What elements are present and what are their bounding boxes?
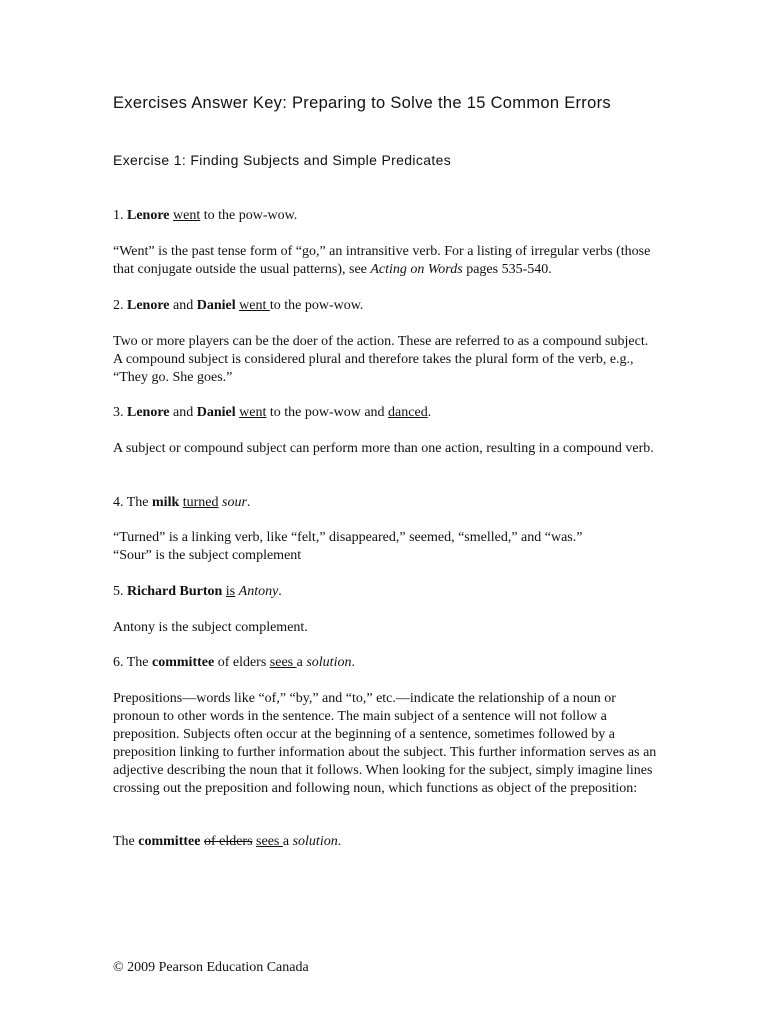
explanation-3: A subject or compound subject can perform more than one action, resulting in a compound verb. — [113, 441, 654, 456]
predicate: turned — [182, 495, 219, 510]
subject-complement: Antony — [238, 584, 279, 599]
final-example-sentence: The committee of elders sees a solution. — [113, 834, 342, 849]
object: solution — [306, 655, 352, 670]
subject: Lenore — [127, 208, 170, 223]
explanation-4: “Turned” is a linking verb, like “felt,” disappeared,” seemed, “smelled,” and “was.” “Sour” is the subject complement — [113, 530, 583, 563]
subject: Richard Burton — [127, 584, 223, 599]
predicate: went — [239, 298, 270, 313]
predicate: danced — [388, 405, 428, 420]
book-title: Acting on Words — [370, 262, 463, 277]
predicate: sees — [256, 834, 283, 849]
example-sentence-6: 6. The committee of elders sees a solution. — [113, 655, 355, 670]
example-sentence-5: 5. Richard Burton is Antony. — [113, 584, 282, 599]
struck-prepositional-phrase: of elders — [203, 834, 253, 849]
subject: Daniel — [196, 405, 236, 420]
predicate: went — [173, 208, 201, 223]
exercise-title: Exercise 1: Finding Subjects and Simple Predicates — [113, 152, 452, 168]
example-sentence-4: 4. The milk turned sour. — [113, 495, 251, 510]
subject-complement: sour — [222, 495, 247, 510]
subject: Daniel — [196, 298, 236, 313]
copyright-footer: © 2009 Pearson Education Canada — [113, 960, 309, 975]
predicate: is — [225, 584, 236, 599]
document-title: Exercises Answer Key: Preparing to Solve the 15 Common Errors — [113, 94, 611, 112]
example-sentence-2: 2. Lenore and Daniel went to the pow-wow. — [113, 298, 364, 313]
predicate: sees — [269, 655, 297, 670]
example-sentence-1: 1. Lenore went to the pow-wow. — [113, 208, 298, 223]
subject: Lenore — [127, 405, 170, 420]
explanation-6: Prepositions—words like “of,” “by,” and “to,” etc.—indicate the relationship of a noun or pronoun to other words in the sentence. The main subject of a sentence will not follow a preposition. Subjects often occur at the beginning of a sentence, sometimes followed by a preposition linking to further information about the subject. This further information serves as an adjective describing the noun that it follows. When looking for the subject, simply imagine lines crossing out the preposition and following noun, which functions as object of the preposition: — [113, 691, 657, 796]
explanation-1: “Went” is the past tense form of “go,” an intransitive verb. For a listing of irregular verbs (those that conjugate outside the usual patterns), see Acting on Words pages 535-540. — [113, 244, 651, 277]
subject: Lenore — [127, 298, 170, 313]
subject: milk — [152, 495, 180, 510]
predicate: went — [239, 405, 267, 420]
subject: committee — [138, 834, 201, 849]
explanation-2: Two or more players can be the doer of the action. These are referred to as a compound subject. A compound subject is considered plural and therefore takes the plural form of the verb, e.g., “They go. She goes.” — [113, 334, 649, 385]
object: solution — [292, 834, 338, 849]
subject: committee — [152, 655, 215, 670]
explanation-5: Antony is the subject complement. — [113, 620, 308, 635]
example-sentence-3: 3. Lenore and Daniel went to the pow-wow and danced. — [113, 405, 432, 420]
